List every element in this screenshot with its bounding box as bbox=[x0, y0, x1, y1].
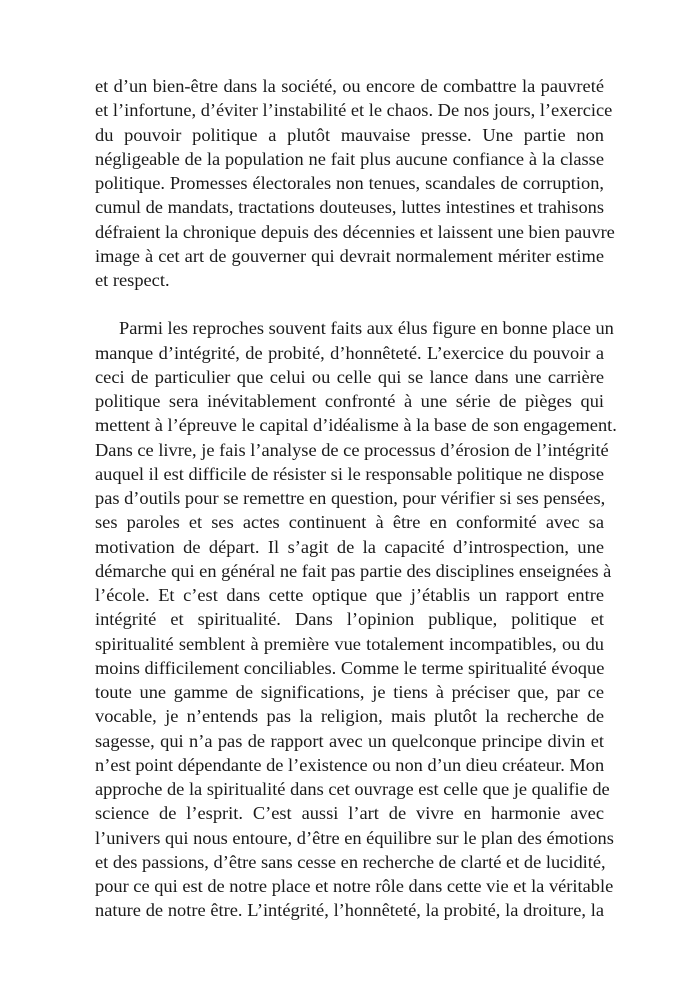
text-line: auquel il est difficile de résister si le responsable politique ne dispose bbox=[95, 463, 604, 484]
text-line: Parmi les reproches souvent faits aux élus figure en bonne place un bbox=[119, 318, 614, 339]
text-line: sagesse, qui n’a pas de rapport avec un quelconque principe divin et bbox=[95, 730, 604, 751]
text-line: démarche qui en général ne fait pas partie des disciplines enseignées à bbox=[95, 560, 612, 581]
text-line: motivation de départ. Il s’agit de la capacité d’introspection, une bbox=[95, 536, 604, 557]
text-line: spiritualité semblent à première vue totalement incompatibles, ou du bbox=[95, 633, 604, 654]
text-line: mettent à l’épreuve le capital d’idéalisme à la base de son engagement. bbox=[95, 415, 617, 436]
text-line: ceci de particulier que celui ou celle qui se lance dans une carrière bbox=[95, 366, 604, 387]
text-line: négligeable de la population ne fait plus aucune confiance à la classe bbox=[95, 148, 604, 169]
text-line: et des passions, d’être sans cesse en recherche de clarté et de lucidité, bbox=[95, 851, 606, 872]
text-line: et respect. bbox=[95, 270, 170, 290]
text-line: intégrité et spiritualité. Dans l’opinion publique, politique et bbox=[95, 609, 604, 630]
text-line: vocable, je n’entends pas la religion, mais plutôt la recherche de bbox=[95, 706, 604, 727]
text-line: nature de notre être. L’intégrité, l’honnêteté, la probité, la droiture, la bbox=[95, 900, 604, 921]
text-line: manque d’intégrité, de probité, d’honnêteté. L’exercice du pouvoir a bbox=[95, 342, 604, 363]
text-line: toute une gamme de significations, je tiens à préciser que, par ce bbox=[95, 682, 604, 702]
paragraph-2 bbox=[95, 316, 617, 922]
text-line: cumul de mandats, tractations douteuses, luttes intestines et trahisons bbox=[95, 197, 604, 218]
text-line: du pouvoir politique a plutôt mauvaise presse. Une partie non bbox=[95, 124, 604, 145]
text-line: Dans ce livre, je fais l’analyse de ce processus d’érosion de l’intégrité bbox=[95, 439, 609, 460]
text-line: l’école. Et c’est dans cette optique que j’établis un rapport entre bbox=[95, 585, 604, 605]
text-line: défraient la chronique depuis des décennies et laissent une bien pauvre bbox=[95, 221, 615, 242]
paragraph-1 bbox=[95, 74, 615, 292]
text-line: pas d’outils pour se remettre en question, pour vérifier si ses pensées, bbox=[95, 488, 606, 508]
text-line: et d’un bien-être dans la société, ou encore de combattre la pauvreté bbox=[95, 76, 604, 96]
text-line: et l’infortune, d’éviter l’instabilité et le chaos. De nos jours, l’exercice bbox=[95, 100, 613, 121]
document-page bbox=[95, 74, 617, 923]
text-line: ses paroles et ses actes continuent à être en conformité avec sa bbox=[95, 512, 604, 533]
text-line: pour ce qui est de notre place et notre rôle dans cette vie et la véritable bbox=[95, 876, 614, 896]
text-line: l’univers qui nous entoure, d’être en équilibre sur le plan des émotions bbox=[95, 827, 614, 848]
text-line: science de l’esprit. C’est aussi l’art de vivre en harmonie avec bbox=[95, 803, 604, 824]
text-line: politique sera inévitablement confronté à une série de pièges qui bbox=[95, 391, 604, 411]
text-line: n’est point dépendante de l’existence ou non d’un dieu créateur. Mon bbox=[95, 754, 605, 775]
text-line: image à cet art de gouverner qui devrait normalement mériter estime bbox=[95, 245, 604, 266]
text-line: approche de la spiritualité dans cet ouvrage est celle que je qualifie de bbox=[95, 779, 610, 799]
text-line: politique. Promesses électorales non tenues, scandales de corruption, bbox=[95, 173, 604, 193]
text-line: moins difficilement conciliables. Comme le terme spiritualité évoque bbox=[95, 657, 605, 678]
